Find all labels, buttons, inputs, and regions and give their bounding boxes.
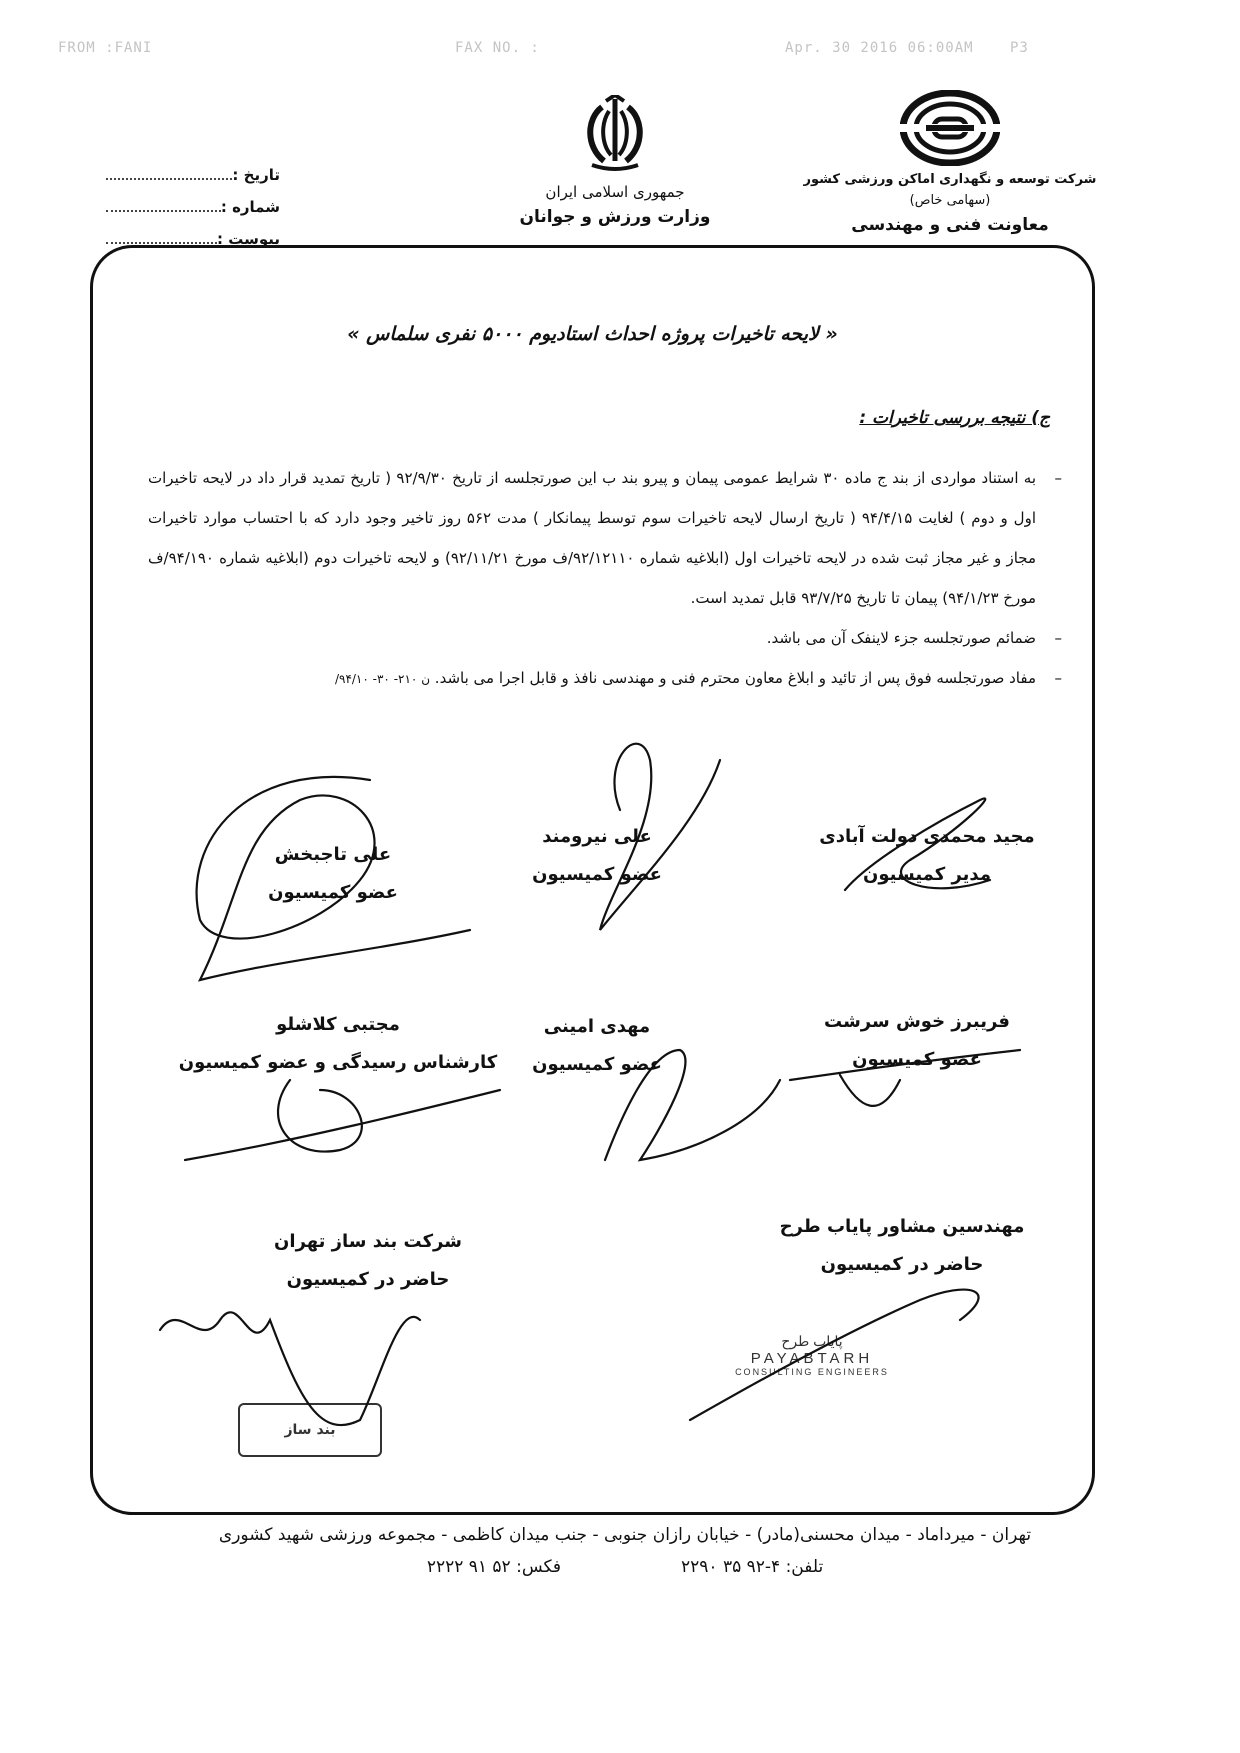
bullet-dash: – xyxy=(1054,669,1062,687)
iran-emblem-icon xyxy=(580,95,650,175)
bullet-2-text: ضمائم صورتجلسه جزء لاینفک آن می باشد. xyxy=(766,629,1036,647)
government-name: جمهوری اسلامی ایران xyxy=(545,183,685,201)
signature-block-8 xyxy=(243,1223,493,1299)
signatory-name: فریبرز خوش سرشت xyxy=(824,1011,1010,1032)
company-type: (سهامی خاص) xyxy=(909,193,991,208)
signatory-name: علی تاجبخش xyxy=(274,844,392,865)
signatory-name: شرکت بند ساز تهران xyxy=(274,1231,462,1252)
attachment-label: پیوست : xyxy=(216,230,280,248)
bullet-dash: – xyxy=(1054,469,1062,487)
document-title: « لایحه تاخیرات پروژه احداث استادیوم ۵۰۰۰ نفری سلماس » xyxy=(347,323,838,345)
signatory-role: عضو کمیسیون xyxy=(532,864,662,885)
date-value-line xyxy=(106,178,232,180)
department-name: معاونت فنی و مهندسی xyxy=(851,215,1049,235)
stamp-fa-text: پایاب طرح xyxy=(781,1333,843,1349)
signatory-role: عضو کمیسیون xyxy=(852,1049,982,1070)
fax-from: FROM :FANI xyxy=(58,40,153,56)
signatory-role: مدیر کمیسیون xyxy=(863,864,991,885)
signatory-name: مجید محمدی دولت آبادی xyxy=(819,826,1035,847)
signatory-role: حاضر در کمیسیون xyxy=(820,1254,984,1275)
attachment-row xyxy=(100,216,280,248)
date-label: تاریخ : xyxy=(232,166,280,184)
fax-page: P3 xyxy=(1010,40,1029,56)
body-bullet-2 xyxy=(148,618,1062,658)
company-name: شرکت توسعه و نگهداری اماکن ورزشی کشور xyxy=(803,172,1097,187)
company-header xyxy=(800,90,1100,238)
fax-number: FAX NO. : xyxy=(455,40,540,56)
footer-address: تهران - میرداماد - میدان محسنی(مادر) - خیابان رازان جنوبی - جنب میدان کاظمی - مجموعه ورزشی شهید کشوری xyxy=(218,1525,1032,1545)
attachment-value-line xyxy=(106,242,217,244)
document-body xyxy=(148,458,1062,699)
payab-tarh-stamp xyxy=(712,1333,912,1377)
signature-block-2 xyxy=(482,818,712,894)
footer-fax: فکس: ۵۲ ۹۱ ۲۲۲۲ xyxy=(426,1557,562,1577)
page-footer xyxy=(150,1520,1100,1584)
bullet-3-text: مفاد صورتجلسه فوق پس از تائید و ابلاغ معاون محترم فنی و مهندسی نافذ و قابل اجرا می باشد. xyxy=(434,669,1036,687)
fax-datetime: Apr. 30 2016 06:00AM xyxy=(785,40,974,56)
bullet-dash: – xyxy=(1054,629,1062,647)
signature-block-3 xyxy=(223,836,443,912)
date-row xyxy=(100,152,280,184)
bandsaz-stamp xyxy=(238,1403,382,1457)
signatory-name: علی نیرومند xyxy=(542,826,652,847)
number-value-line xyxy=(106,210,221,212)
signatory-role: عضو کمیسیون xyxy=(532,1054,662,1075)
body-bullet-1 xyxy=(148,458,1062,618)
signatory-role: حاضر در کمیسیون xyxy=(286,1269,450,1290)
body-bullet-3 xyxy=(148,658,1062,699)
signature-block-1 xyxy=(782,818,1072,894)
signature-block-7 xyxy=(752,1208,1052,1284)
government-header xyxy=(500,95,730,229)
number-row xyxy=(100,184,280,216)
stamp-en-text: PAYABTARH xyxy=(750,1350,874,1367)
signatory-name: مجتبی کلاشلو xyxy=(276,1014,400,1035)
signature-block-6 xyxy=(158,1006,518,1082)
stamp-en-subtext: CONSULTING ENGINEERS xyxy=(735,1367,889,1377)
signature-block-4 xyxy=(782,1003,1052,1079)
signatory-role: کارشناس رسیدگی و عضو کمیسیون xyxy=(178,1052,498,1073)
signatory-name: مهندسین مشاور پایاب طرح xyxy=(779,1216,1025,1237)
signatory-name: مهدی امینی xyxy=(543,1016,651,1037)
footer-contacts xyxy=(150,1550,1100,1584)
letter-meta xyxy=(100,152,280,248)
handwritten-note: ن ۲۱۰- ۳۰- ۹۴/۱۰/ xyxy=(334,672,431,686)
document-frame xyxy=(90,245,1095,1515)
signatory-role: عضو کمیسیون xyxy=(268,882,398,903)
footer-phone: تلفن: ۴-۹۲ ۳۵ ۲۲۹۰ xyxy=(681,1557,824,1577)
section-title: ج) نتیجه بررسی تاخیرات : xyxy=(859,408,1050,428)
number-label: شماره : xyxy=(220,198,280,216)
bullet-1-text: به استناد مواردی از بند ج ماده ۳۰ شرایط عمومی پیمان و پیرو بند ب این صورتجلسه از تاریخ ۹۲/۹/۳۰ ( تاریخ تمدید قرار داد در لایحه تاخیرات اول و دوم ) لغایت ۹۴/۴/۱۵ ( تاریخ ارسال لایحه تاخیرات سوم توسط پیمانکار ) مدت ۵۶۲ روز تاخیر وجود دارد که با احتساب موارد تاخیرات مجاز و غیر مجاز ثبت شده در لایحه تاخیرات اول (ابلاغیه شماره ۹۲/۱۲۱۱۰/ف مورخ ۹۲/۱۱/۲۱) و لایحه تاخیرات دوم (ابلاغیه شماره ۹۴/۱۹۰/ف مورخ ۹۴/۱/۲۳) پیمان تا تاریخ ۹۳/۷/۲۵ قابل تمدید است. xyxy=(148,469,1037,607)
company-logo-icon xyxy=(900,90,1000,166)
ministry-name: وزارت ورزش و جوانان xyxy=(519,207,711,227)
stamp-bandsaz-text: بند ساز xyxy=(284,1422,336,1438)
